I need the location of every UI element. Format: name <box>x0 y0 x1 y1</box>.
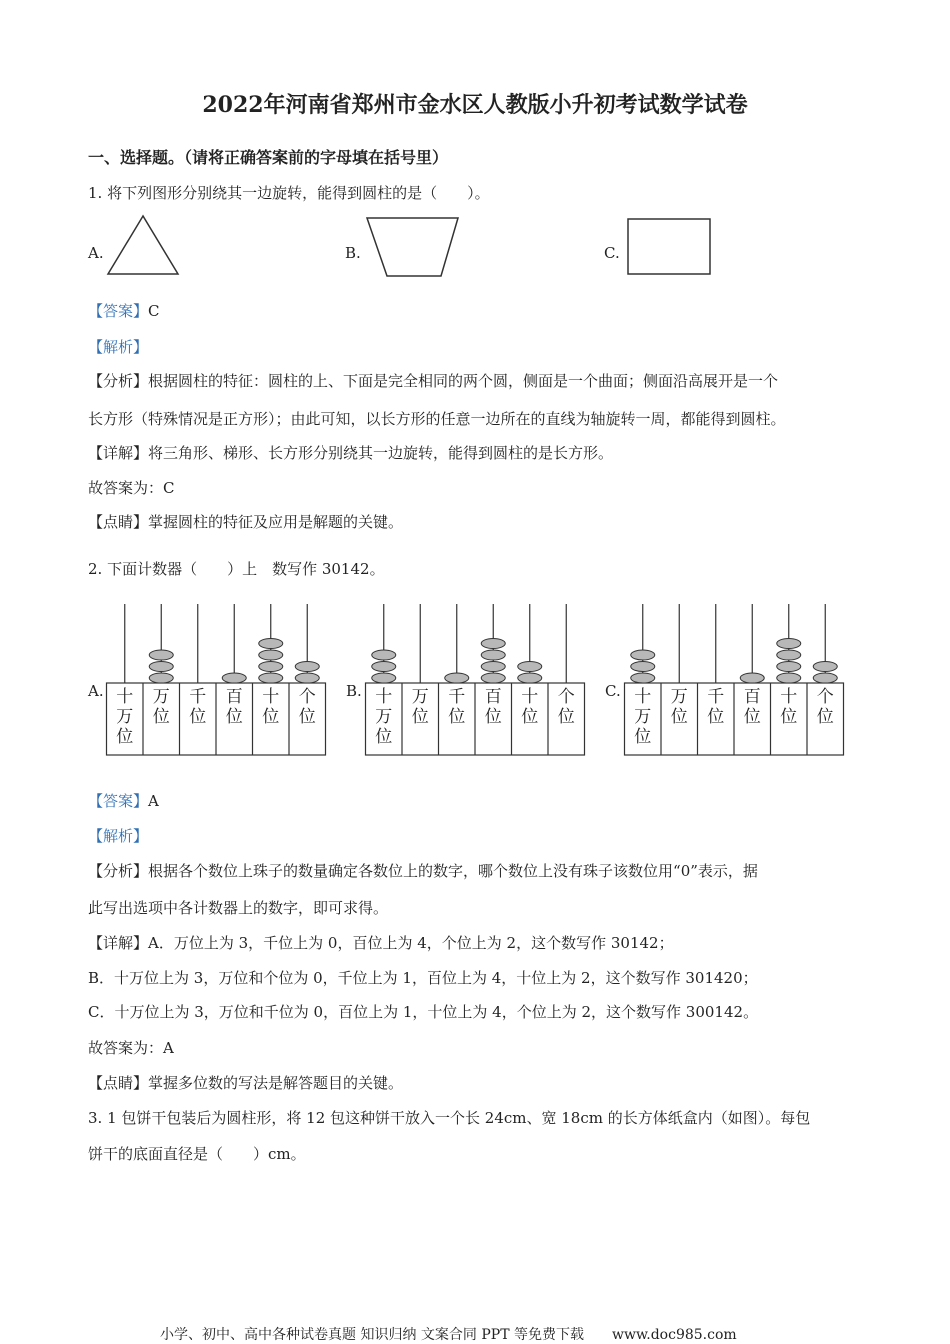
abacus-place-label-char: 万 <box>116 707 134 727</box>
abacus-place-label-char: 位 <box>743 707 761 727</box>
abacus-bead <box>813 673 837 683</box>
abacus-place-label-char: 个 <box>298 687 316 707</box>
fenxi-text: 根据圆柱的特征：圆柱的上、下面是完全相同的两个圆，侧面是一个曲面；侧面沿高展开是一个 <box>148 372 779 390</box>
page-footer: 小学、初中、高中各种试卷真题 知识归纳 文案合同 PPT 等免费下载 www.doc985.com <box>160 1327 737 1343</box>
abacus-bead <box>372 673 396 683</box>
xiangjie-tag: 【详解】 <box>88 444 149 462</box>
q2-option-a-label: A. <box>88 682 104 700</box>
abacus-place-label-char: 千 <box>189 687 207 707</box>
abacus-place-label-char: 位 <box>670 707 688 727</box>
abacus-place-label-char: 千 <box>707 687 725 707</box>
q2-conclusion: 故答案为：A <box>88 1039 174 1057</box>
rectangle-shape <box>628 219 710 274</box>
abacus-place-label-char: 位 <box>225 707 243 727</box>
q1-fenxi-line1 <box>88 371 778 391</box>
abacus-bead <box>631 662 655 672</box>
abacus-bead <box>149 650 173 660</box>
abacus-bead <box>481 639 505 649</box>
answer-value: C <box>148 302 160 320</box>
abacus-bead <box>777 662 801 672</box>
answer-tag: 【答案】 <box>88 792 149 810</box>
q2-analysis-tag <box>88 826 148 846</box>
q3-stem-line1: 3. 1 包饼干包装后为圆柱形，将 12 包这种饼干放入一个长 24cm、宽 18cm 的长方体纸盒内（如图）。每包 <box>88 1109 811 1127</box>
abacus-bead <box>259 639 283 649</box>
abacus-place-label-char: 位 <box>557 707 575 727</box>
abacus-bead <box>631 673 655 683</box>
q2-xiangjie-a <box>88 933 674 953</box>
abacus-bead <box>445 673 469 683</box>
q3-stem-line2: 饼干的底面直径是（ ）cm。 <box>88 1145 306 1163</box>
abacus-place-label-char: 位 <box>189 707 207 727</box>
q1-shapes <box>0 0 950 300</box>
abacus-place-label-char: 千 <box>448 687 466 707</box>
abacus-place-label-char: 万 <box>152 687 170 707</box>
abacus-bead <box>259 650 283 660</box>
abacus-place-label-char: 位 <box>448 707 466 727</box>
abacus-place-label-char: 位 <box>780 707 798 727</box>
abacus-bead <box>259 662 283 672</box>
q2-xiangjie-c: C．十万位上为 3，万位和千位为 0，百位上为 1，十位上为 4，个位上为 2，这个数写作 300142。 <box>88 1003 759 1021</box>
q2-dianjing <box>88 1073 403 1093</box>
xiangjie-text: A．万位上为 3，千位上为 0，百位上为 4，个位上为 2，这个数写作 30142； <box>148 934 674 952</box>
abacus-place-label-char: 十 <box>116 687 134 707</box>
abacus-bead <box>222 673 246 683</box>
abacus-a <box>106 600 326 760</box>
abacus-bead <box>372 662 396 672</box>
abacus-bead <box>481 662 505 672</box>
abacus-place-label-char: 位 <box>484 707 502 727</box>
abacus-place-label-char: 十 <box>262 687 280 707</box>
abacus-place-label-char: 位 <box>116 727 134 747</box>
abacus-bead <box>259 673 283 683</box>
q1-analysis-tag <box>88 337 148 357</box>
analysis-tag: 【解析】 <box>88 827 149 845</box>
abacus-place-label-char: 十 <box>375 687 393 707</box>
abacus-place-label-char: 万 <box>375 707 393 727</box>
abacus-place-label-char: 位 <box>411 707 429 727</box>
abacus-bead <box>518 673 542 683</box>
q1-stem: 1. 将下列图形分别绕其一边旋转，能得到圆柱的是（ ）。 <box>88 184 490 202</box>
q2-fenxi-line1 <box>88 861 758 881</box>
abacus-place-label-char: 万 <box>411 687 429 707</box>
fenxi-tag: 【分析】 <box>88 862 149 880</box>
abacus-place-label-char: 个 <box>816 687 834 707</box>
abacus-bead <box>518 662 542 672</box>
dianjing-tag: 【点睛】 <box>88 1074 149 1092</box>
q1-option-c-label: C. <box>604 244 620 262</box>
abacus-place-label-char: 个 <box>557 687 575 707</box>
abacus-b <box>365 600 585 760</box>
q2-xiangjie-b: B．十万位上为 3，万位和个位为 0，千位上为 1，百位上为 4，十位上为 2，这个数写作 301420； <box>88 969 758 987</box>
abacus-place-label-char: 百 <box>225 687 243 707</box>
xiangjie-text: 将三角形、梯形、长方形分别绕其一边旋转，能得到圆柱的是长方形。 <box>148 444 614 462</box>
q2-answer <box>88 791 159 811</box>
abacus-bead <box>777 673 801 683</box>
abacus-place-label-char: 位 <box>375 727 393 747</box>
trapezoid-shape <box>367 218 458 276</box>
q2-fenxi-line2: 此写出选项中各计数器上的数字，即可求得。 <box>88 899 389 917</box>
dianjing-tag: 【点睛】 <box>88 513 149 531</box>
abacus-bead <box>372 650 396 660</box>
abacus-bead <box>740 673 764 683</box>
fenxi-text: 根据各个数位上珠子的数量确定各数位上的数字，哪个数位上没有珠子该数位用“0”表示，据 <box>148 862 758 880</box>
abacus-place-label-char: 万 <box>670 687 688 707</box>
q1-option-a-label: A. <box>88 244 104 262</box>
abacus-c <box>624 600 846 760</box>
abacus-place-label-char: 位 <box>298 707 316 727</box>
answer-value: A <box>148 792 159 810</box>
abacus-bead <box>777 650 801 660</box>
q1-dianjing <box>88 512 403 532</box>
abacus-place-label-char: 位 <box>634 727 652 747</box>
abacus-place-label-char: 位 <box>707 707 725 727</box>
q1-answer <box>88 301 160 321</box>
abacus-place-label-char: 位 <box>816 707 834 727</box>
q1-option-b-label: B. <box>345 244 361 262</box>
q1-fenxi-line2: 长方形（特殊情况是正方形）；由此可知，以长方形的任意一边所在的直线为轴旋转一周，都能得到圆柱。 <box>88 410 786 428</box>
section-heading: 一、选择题。（请将正确答案前的字母填在括号里） <box>88 148 449 167</box>
abacus-bead <box>777 639 801 649</box>
abacus-bead <box>631 650 655 660</box>
abacus-place-label-char: 十 <box>521 687 539 707</box>
abacus-place-label-char: 位 <box>262 707 280 727</box>
abacus-place-label-char: 位 <box>521 707 539 727</box>
triangle-shape <box>108 216 178 274</box>
page-title: 2022年河南省郑州市金水区人教版小升初考试数学试卷 <box>202 92 748 118</box>
abacus-place-label-char: 万 <box>634 707 652 727</box>
abacus-bead <box>813 662 837 672</box>
xiangjie-tag: 【详解】 <box>88 934 149 952</box>
abacus-bead <box>295 662 319 672</box>
q1-xiangjie <box>88 443 613 463</box>
abacus-bead <box>481 673 505 683</box>
abacus-place-label-char: 十 <box>634 687 652 707</box>
abacus-bead <box>481 650 505 660</box>
answer-tag: 【答案】 <box>88 302 149 320</box>
q2-stem: 2. 下面计数器（ ）上 数写作 30142。 <box>88 560 385 578</box>
abacus-bead <box>295 673 319 683</box>
fenxi-tag: 【分析】 <box>88 372 149 390</box>
abacus-place-label-char: 百 <box>484 687 502 707</box>
abacus-place-label-char: 百 <box>743 687 761 707</box>
dianjing-text: 掌握圆柱的特征及应用是解题的关键。 <box>148 513 404 531</box>
abacus-bead <box>149 662 173 672</box>
dianjing-text: 掌握多位数的写法是解答题目的关键。 <box>148 1074 404 1092</box>
q2-option-b-label: B. <box>346 682 362 700</box>
abacus-place-label-char: 位 <box>152 707 170 727</box>
q2-option-c-label: C. <box>605 682 621 700</box>
abacus-bead <box>149 673 173 683</box>
q1-conclusion: 故答案为：C <box>88 479 175 497</box>
analysis-tag: 【解析】 <box>88 338 149 356</box>
abacus-place-label-char: 十 <box>780 687 798 707</box>
